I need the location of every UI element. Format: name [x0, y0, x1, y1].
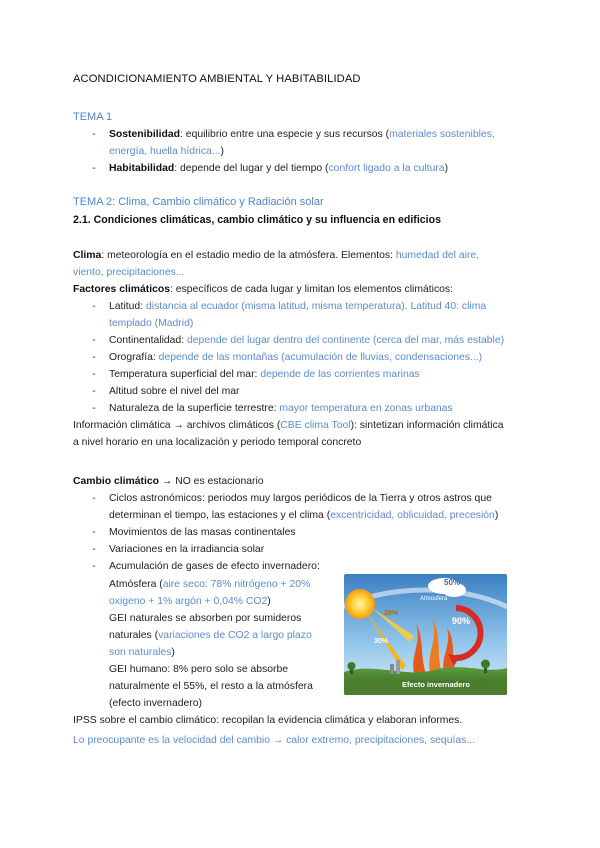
factor-detail: depende del lugar dentro del continente (cerca del mar, más estable) — [187, 335, 505, 346]
factor-detail: distancia al ecuador (misma latitud, misma temperatura). Latitud 40: clima — [145, 301, 487, 312]
cambio-item — [109, 541, 264, 558]
clima-elements: humedad del aire, — [395, 250, 480, 261]
factor-item — [109, 298, 486, 315]
greenhouse-effect-illustration — [344, 574, 507, 695]
bullet-dash: - — [92, 386, 96, 397]
info-text-cont: a nivel horario en una localización y periodo temporal concreto — [73, 437, 362, 448]
factor-label: Temperatura superficial del mar: — [109, 369, 261, 380]
factores-text: : específicos de cada lugar y limitan los elementos climáticos: — [170, 284, 454, 295]
atmosfera-line-cont — [109, 593, 271, 610]
factor-label: Continentalidad: — [109, 335, 187, 346]
cambio-item-blue: excentricidad, oblicuidad, precesión — [330, 510, 495, 521]
ipss-line: IPSS sobre el cambio climático: recopilan la evidencia climática y elaboran informes. — [73, 715, 463, 726]
paren-close: ) — [267, 596, 271, 607]
factor-label: Latitud: — [109, 301, 146, 312]
factor-detail: depende de las montañas (acumulación de lluvias, condensaciones...) — [158, 352, 483, 363]
paren-close: ) — [171, 647, 175, 658]
gei-blue: variaciones de CO2 a largo plazo — [158, 630, 312, 641]
paren-close: ) — [494, 510, 499, 521]
habitabilidad-text: : depende del lugar y del tiempo ( — [174, 163, 329, 174]
habitabilidad-line — [109, 160, 448, 177]
gei-line-2 — [109, 627, 312, 644]
sostenibilidad-line-cont — [109, 143, 224, 160]
factor-item — [109, 332, 504, 349]
term-cambio: Cambio climático — [73, 476, 160, 487]
factor-item — [109, 366, 420, 383]
bullet-dash: - — [92, 561, 96, 572]
sostenibilidad-line — [109, 126, 495, 143]
conclusion-line: Lo preocupante es la velocidad del cambio → calor extremo, precipitaciones, sequías... — [73, 735, 475, 746]
gei-line-4: GEI humano: 8% pero solo se absorbe — [109, 664, 289, 675]
cambio-item — [109, 558, 320, 575]
bullet-dash: - — [92, 403, 96, 414]
cambio-item-text: Movimientos de las masas continentales — [109, 527, 296, 538]
factor-label: Orografía: — [109, 352, 159, 363]
label-20: 20% — [384, 610, 399, 617]
sostenibilidad-examples-cont: energía, huella hídrica... — [109, 146, 221, 157]
clima-line-cont — [73, 264, 184, 281]
term-habitabilidad: Habitabilidad — [109, 163, 175, 174]
factor-detail: depende de las corrientes marinas — [260, 369, 420, 380]
info-climatica-line-cont — [73, 434, 361, 451]
term-factores: Factores climáticos — [73, 284, 171, 295]
info-text-b: ): sintetizan información climática — [350, 420, 504, 431]
factores-line — [73, 281, 453, 298]
bullet-dash: - — [92, 129, 96, 140]
factor-item — [109, 383, 240, 400]
tema1-heading: TEMA 1 — [73, 111, 113, 123]
bullet-dash: - — [92, 527, 96, 538]
habitabilidad-example: confort ligado a la cultura — [328, 163, 445, 174]
info-climatica-line — [73, 417, 504, 434]
atm-composition-cont: oxigeno + 1% argón + 0,04% CO2 — [109, 596, 268, 607]
cambio-item-text: Variaciones en la irradiancia solar — [109, 544, 265, 555]
atm-composition: aire seco: 78% nitrógeno + 20% — [162, 579, 311, 590]
info-text-a: Información climática → archivos climáticos ( — [73, 420, 281, 431]
clima-elements-cont: viento, precipitaciones... — [73, 267, 185, 278]
cambio-item-text: Ciclos astronómicos: periodos muy largos periódicos de la Tierra y otros astros que — [109, 493, 492, 504]
cambio-item-cont-text: determinan el tiempo, las estaciones y el clima ( — [109, 510, 331, 521]
factor-detail: mayor temperatura en zonas urbanas — [279, 403, 453, 414]
gei-blue-cont: son naturales — [109, 647, 172, 658]
cambio-item — [109, 490, 492, 507]
factor-item — [109, 349, 482, 366]
bullet-dash: - — [92, 335, 96, 346]
bullet-dash: - — [92, 352, 96, 363]
factor-item — [109, 400, 453, 417]
atm-text: Atmósfera ( — [109, 579, 163, 590]
cambio-item — [109, 524, 296, 541]
gei-text: naturales ( — [109, 630, 159, 641]
greenhouse-effect-svg — [344, 574, 507, 695]
paren-close: ) — [220, 146, 224, 157]
clima-line — [73, 247, 479, 264]
bullet-dash: - — [92, 369, 96, 380]
figure-caption: Efecto invernadero — [402, 680, 470, 689]
gei-line-1: GEI naturales se absorben por sumideros — [109, 613, 302, 624]
tema2-heading: TEMA 2: Clima, Cambio climático y Radiación solar — [73, 196, 324, 208]
label-50: 50% — [444, 578, 461, 587]
sostenibilidad-examples: materiales sostenibles, — [389, 129, 495, 140]
paren-close: ) — [444, 163, 449, 174]
cambio-item-text: Acumulación de gases de efecto invernadero: — [109, 561, 320, 572]
bullet-dash: - — [92, 493, 96, 504]
term-sostenibilidad: Sostenibilidad — [109, 129, 181, 140]
bullet-dash: - — [92, 163, 96, 174]
bullet-dash: - — [92, 544, 96, 555]
gei-line-5: naturalmente el 55%, el resto a la atmósfera — [109, 681, 313, 692]
cambio-text: → NO es estacionario — [159, 476, 264, 487]
sostenibilidad-text: : equilibrio entre una especie y sus recursos ( — [180, 129, 390, 140]
section-2-1-heading: 2.1. Condiciones climáticas, cambio climático y su influencia en edificios — [73, 214, 441, 226]
atmosfera-line — [109, 576, 310, 593]
cambio-item-cont — [109, 507, 498, 524]
page-title: ACONDICIONAMIENTO AMBIENTAL Y HABITABILIDAD — [73, 73, 361, 85]
factor-detail-cont: templado (Madrid) — [109, 318, 194, 329]
factor-label: Altitud sobre el nivel del mar — [109, 386, 240, 397]
clima-text: : meteorología en el estadio medio de la atmósfera. Elementos: — [101, 250, 396, 261]
bullet-dash: - — [92, 301, 96, 312]
label-30: 30% — [374, 638, 389, 645]
gei-line-3 — [109, 644, 175, 661]
factor-label: Naturaleza de la superficie terrestre: — [109, 403, 280, 414]
gei-line-6: (efecto invernadero) — [109, 698, 202, 709]
label-90: 90% — [452, 616, 471, 626]
label-atmosfera: Atmosfera — [420, 596, 448, 602]
factor-item-cont — [109, 315, 193, 332]
term-clima: Clima — [73, 250, 102, 261]
cambio-line — [73, 473, 264, 490]
cbe-clima-tool-link[interactable]: CBE clima Tool — [280, 420, 351, 431]
